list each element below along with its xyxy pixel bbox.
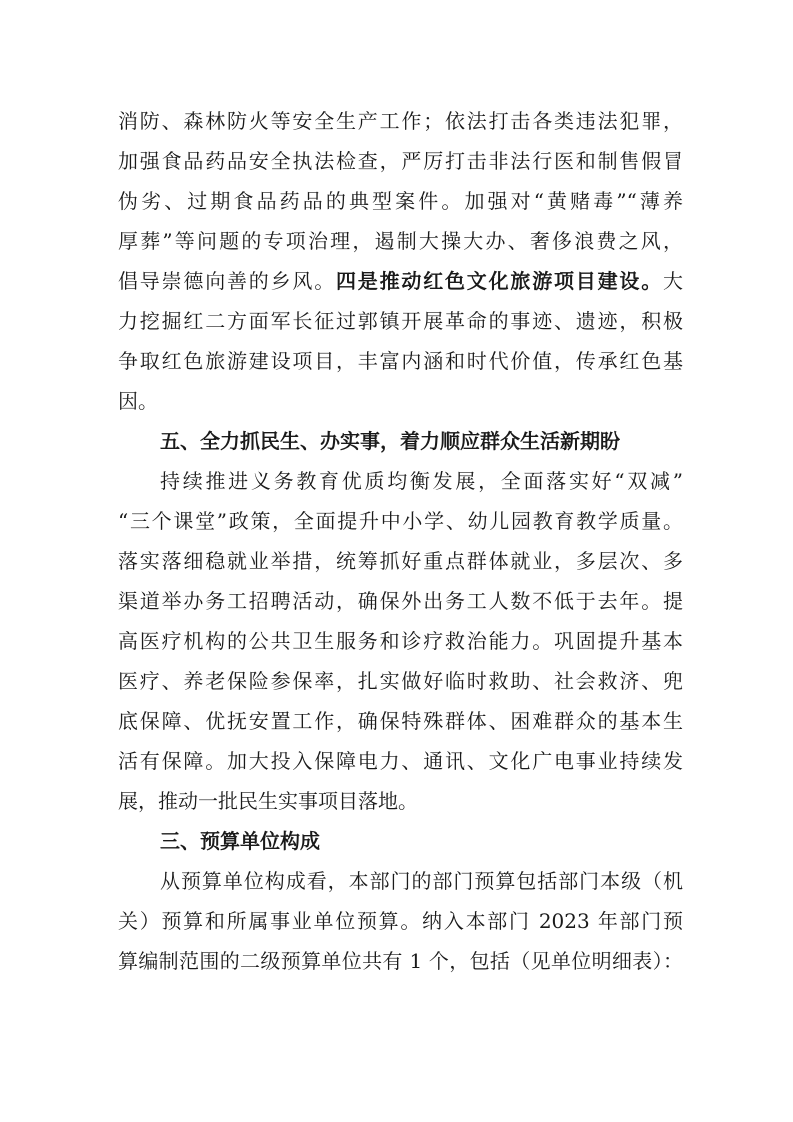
body-line: 底保障、优抚安置工作，确保特殊群体、困难群众的基本生 xyxy=(118,709,683,733)
body-line: 争取红色旅游建设项目，丰富内涵和时代价值，传承红色基 xyxy=(118,349,683,373)
body-line: 力挖掘红二方面军长征过郭镇开展革命的事迹、遗迹，积极 xyxy=(118,309,683,333)
body-line-with-bold xyxy=(118,267,683,295)
body-line: 关）预算和所属事业单位预算。纳入本部门 2023 年部门预 xyxy=(118,909,683,933)
body-line: 伪劣、过期食品药品的典型案件。加强对“黄赌毒”“薄养 xyxy=(118,189,683,213)
body-line: 落实落细稳就业举措，统筹抓好重点群体就业，多层次、多 xyxy=(118,549,683,573)
bold-subheading: 四是推动红色文化旅游项目建设。 xyxy=(336,269,663,293)
body-line: 高医疗机构的公共卫生服务和诊疗救治能力。巩固提升基本 xyxy=(118,629,683,653)
body-line: 厚葬”等问题的专项治理，遏制大操大办、奢侈浪费之风， xyxy=(118,229,683,253)
section-heading: 五、全力抓民生、办实事，着力顺应群众生活新期盼 xyxy=(160,429,620,453)
body-text: 倡导崇德向善的乡风。 xyxy=(118,269,336,293)
body-line: 医疗、养老保险参保率，扎实做好临时救助、社会救济、兜 xyxy=(118,669,683,693)
body-text: 大 xyxy=(663,269,683,293)
body-line: 渠道举办务工招聘活动，确保外出务工人数不低于去年。提 xyxy=(118,589,683,613)
body-line: 因。 xyxy=(118,389,158,413)
body-line: 算编制范围的二级预算单位共有 1 个，包括（见单位明细表）： xyxy=(118,949,683,973)
body-line: 活有保障。加大投入保障电力、通讯、文化广电事业持续发 xyxy=(118,749,683,773)
body-line: 从预算单位构成看，本部门的部门预算包括部门本级（机 xyxy=(160,869,683,893)
body-line: 展，推动一批民生实事项目落地。 xyxy=(118,789,418,813)
body-line: 加强食品药品安全执法检查，严厉打击非法行医和制售假冒 xyxy=(118,149,683,173)
body-line: “三个课堂”政策，全面提升中小学、幼儿园教育教学质量。 xyxy=(118,509,683,533)
body-line: 持续推进义务教育优质均衡发展，全面落实好“双减” xyxy=(160,469,683,493)
section-heading: 三、预算单位构成 xyxy=(160,829,320,853)
body-line: 消防、森林防火等安全生产工作；依法打击各类违法犯罪， xyxy=(118,109,683,133)
